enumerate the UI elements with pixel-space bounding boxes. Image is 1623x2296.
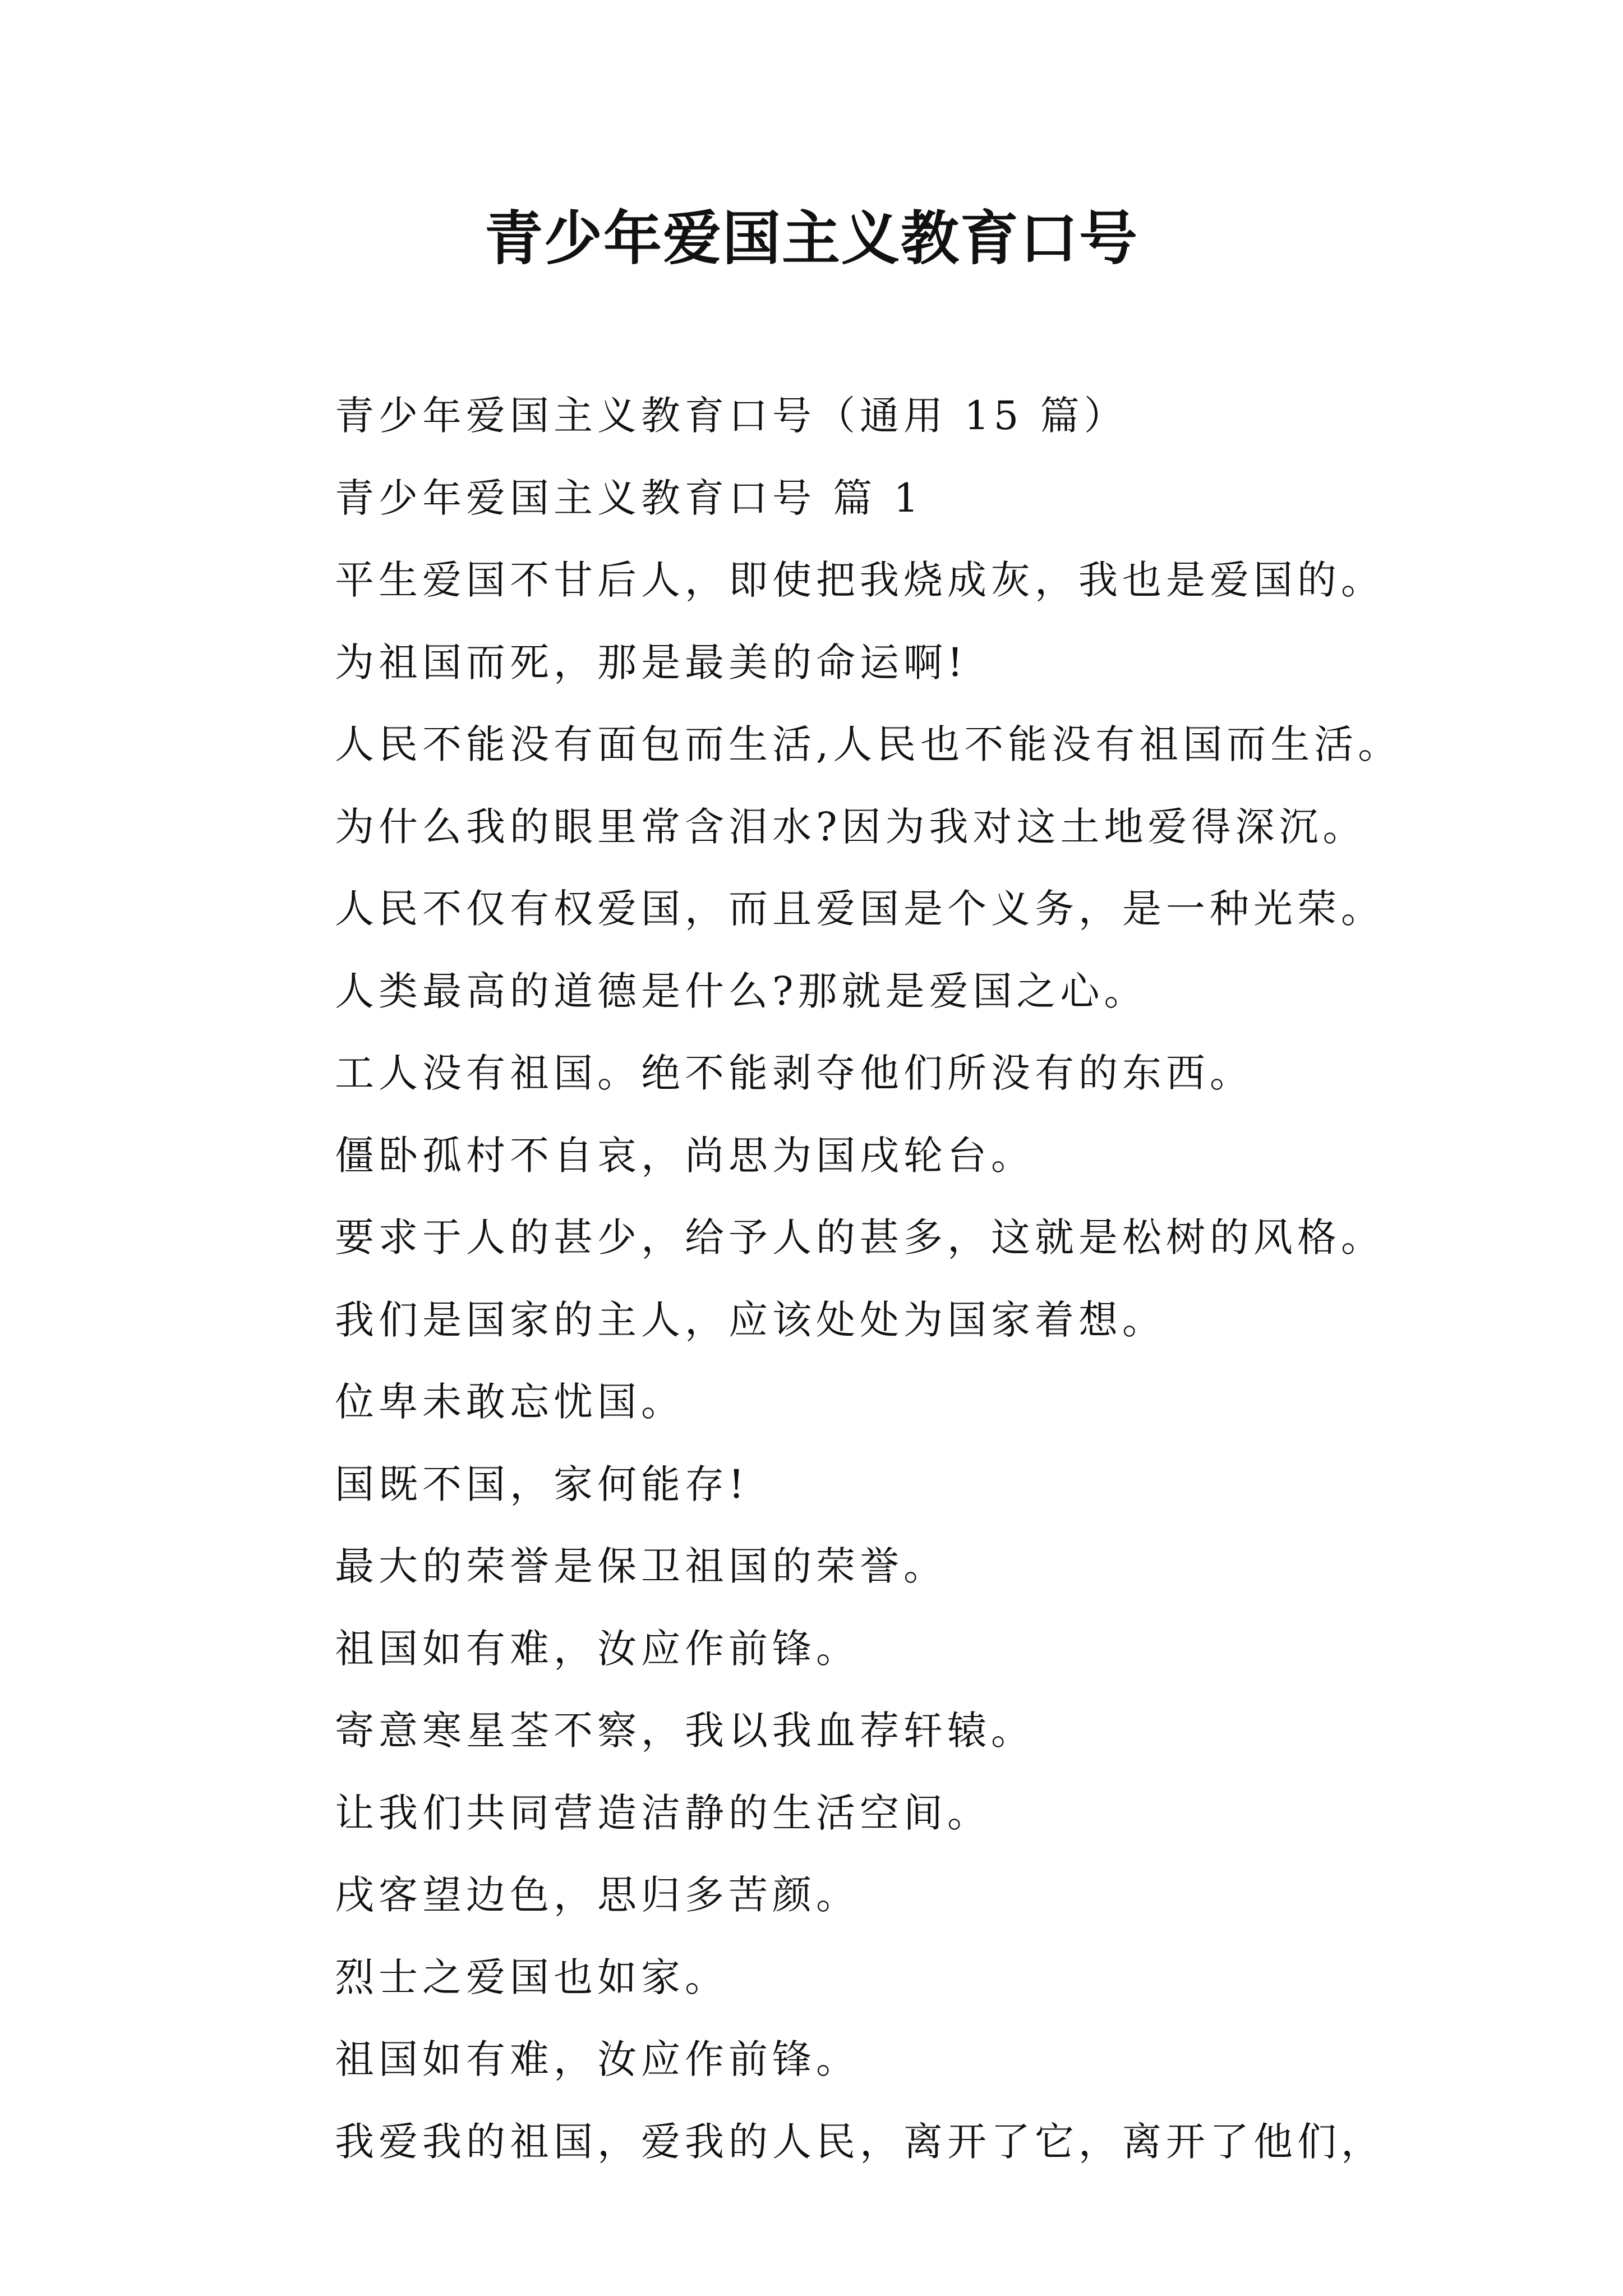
text-line: 工人没有祖国。绝不能剥夺他们所没有的东西。 [335, 1050, 1253, 1096]
text-line: 人民不能没有面包而生活,人民也不能没有祖国而生活。 [335, 721, 1402, 767]
text-line: 戌客望边色，思归多苦颜。 [335, 1872, 860, 1918]
text-line: 为什么我的眼里常含泪水?因为我对这土地爱得深沉。 [335, 803, 1367, 850]
text-line: 让我们共同营造洁静的生活空间。 [335, 1789, 991, 1836]
document-body [335, 375, 1484, 2183]
document-title: 青少年爱国主义教育口号 [484, 204, 1138, 273]
text-line: 平生爱国不甘后人，即使把我烧成灰，我也是爱国的。 [335, 557, 1385, 603]
text-line: 寄意寒星荃不察，我以我血荐轩辕。 [335, 1708, 1035, 1754]
text-line: 烈士之爱国也如家。 [335, 1954, 728, 2000]
text-line: 我们是国家的主人，应该处处为国家着想。 [335, 1296, 1166, 1343]
text-line: 我爱我的祖国，爱我的人民，离开了它，离开了他们， [335, 2118, 1385, 2165]
text-line: 僵卧孤村不自哀，尚思为国戌轮台。 [335, 1132, 1035, 1179]
text-line: 要求于人的甚少，给予人的甚多，这就是松树的风格。 [335, 1214, 1385, 1260]
text-line: 青少年爱国主义教育口号（通用 15 篇） [335, 393, 1128, 439]
text-line: 为祖国而死，那是最美的命运啊! [335, 639, 968, 685]
text-line: 人民不仅有权爱国，而且爱国是个义务，是一种光荣。 [335, 886, 1385, 932]
text-line: 祖国如有难，汝应作前锋。 [335, 2036, 860, 2082]
text-line: 最大的荣誉是保卫祖国的荣誉。 [335, 1543, 947, 1589]
text-line: 位卑未敢忘忧国。 [335, 1379, 685, 1425]
text-line: 青少年爱国主义教育口号 篇 1 [335, 475, 924, 521]
text-line: 祖国如有难，汝应作前锋。 [335, 1625, 860, 1672]
text-line: 人类最高的道德是什么?那就是爱国之心。 [335, 968, 1148, 1014]
text-line: 国既不国，家何能存! [335, 1461, 749, 1507]
